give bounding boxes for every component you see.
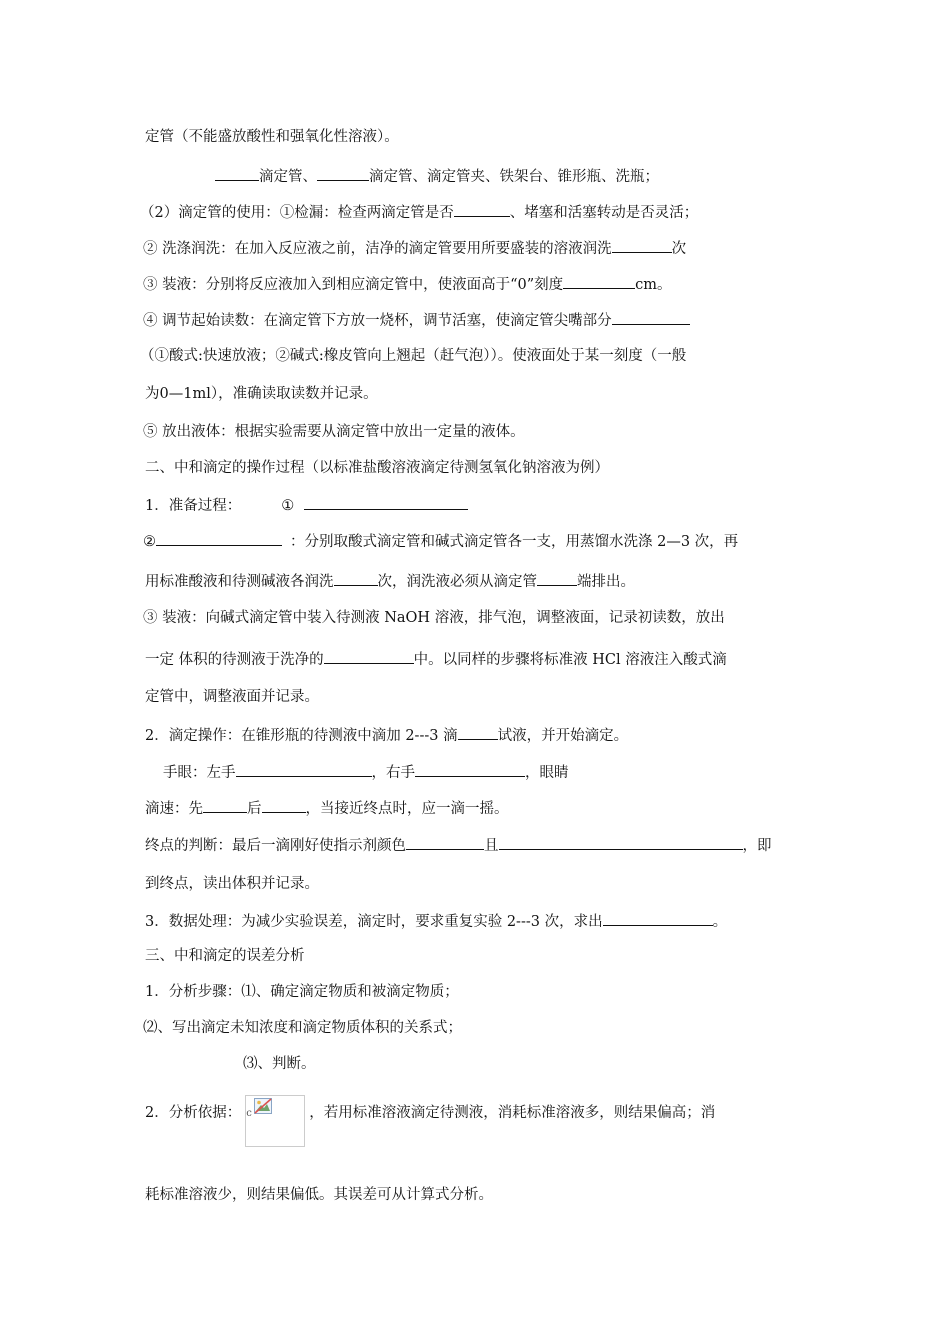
text: 定管中，调整液面并记录。: [145, 689, 319, 705]
blank: [612, 309, 690, 325]
text: ，当接近终点时，应一滴一摇。: [305, 801, 509, 817]
line-28: [145, 1185, 493, 1205]
text: 中。以同样的步骤将标准液 HCl 溶液注入酸式滴: [413, 652, 727, 668]
line-12: [143, 530, 738, 552]
text: 3．数据处理：为减少实验误差，滴定时，要求重复实验 2---3 次，求出: [145, 914, 603, 930]
broken-image-icon: [254, 1098, 272, 1114]
blank: [324, 648, 414, 664]
line-9: [143, 422, 525, 442]
text: 且: [484, 838, 499, 854]
line-26: [243, 1054, 316, 1074]
blank: [499, 834, 743, 850]
line-23: [145, 946, 305, 966]
text: 2．分析依据：: [145, 1105, 242, 1121]
line-19: [145, 797, 509, 819]
text: 用标准酸液和待测碱液各润洗: [145, 574, 334, 590]
text: ，眼睛: [525, 765, 569, 781]
text: （①酸式:快速放液；②碱式:橡皮管向上翘起（赶气泡））。使液面处于某一刻度（一般: [140, 348, 687, 364]
line-10: [145, 458, 609, 478]
line-27: [145, 1103, 715, 1147]
text: 1．分析步骤：⑴、确定滴定物质和被滴定物质；: [145, 984, 459, 1000]
text: 终点的判断：最后一滴刚好使指示剂颜色: [145, 838, 406, 854]
text: 到终点，读出体积并记录。: [145, 876, 319, 892]
text: ⑤ 放出液体：根据实验需要从滴定管中放出一定量的液体。: [143, 424, 525, 440]
line-6: [143, 309, 690, 331]
text: ⑶、判断。: [243, 1056, 316, 1072]
line-22: [145, 910, 727, 932]
line-11: [145, 494, 468, 516]
text: 次，润洗液必须从滴定管: [377, 574, 537, 590]
line-24: [145, 982, 459, 1002]
text: ，右手: [371, 765, 415, 781]
text: ，若用标准溶液滴定待测液，消耗标准溶液多，则结果偏高；消: [309, 1105, 716, 1121]
text: 端排出。: [577, 574, 635, 590]
text: cm。: [635, 277, 672, 293]
text: ② 洗涤润洗：在加入反应液之前，洁净的滴定管要用所要盛装的溶液润洗: [143, 241, 612, 257]
text: 一定 体积的待测液于洗净的: [145, 652, 324, 668]
blank: [612, 237, 672, 253]
text: 2．滴定操作：在锥形瓶的待测液中滴加 2---3 滴: [145, 728, 458, 744]
text: ②: [143, 534, 156, 550]
line-18: [163, 761, 569, 783]
line-5: [143, 273, 672, 295]
text: 定管（不能盛放酸性和强氧化性溶液）。: [145, 129, 399, 145]
blank: [156, 530, 282, 546]
blank: [458, 724, 498, 740]
line-1: [145, 127, 399, 147]
broken-image-placeholder: [245, 1095, 305, 1147]
text: 手眼：左手: [163, 765, 236, 781]
line-25: [143, 1018, 462, 1038]
blank: [203, 797, 247, 813]
line-17: [145, 724, 628, 746]
line-8: [145, 384, 378, 404]
text: ③ 装液：向碱式滴定管中装入待测液 NaOH 溶液，排气泡，调整液面，记录初读数，放出: [143, 610, 725, 626]
text: 次: [671, 241, 687, 257]
blank: [603, 910, 713, 926]
text: 滴速：先: [145, 801, 203, 817]
text: ：分别取酸式滴定管和碱式滴定管各一支，用蒸馏水洗涤 2—3 次，再: [290, 534, 739, 550]
text: 滴定管、滴定管夹、铁架台、锥形瓶、洗瓶；: [369, 169, 659, 185]
blank: [236, 761, 372, 777]
line-15: [145, 648, 727, 670]
text: 后: [247, 801, 262, 817]
blank: [406, 834, 484, 850]
blank: [334, 570, 378, 586]
blank: [415, 761, 525, 777]
text: ①: [281, 498, 295, 514]
blank: [454, 201, 510, 217]
line-2: [215, 165, 659, 187]
line-7: [140, 346, 686, 366]
blank: [215, 165, 259, 181]
section-heading: 二、中和滴定的操作过程（以标准盐酸溶液滴定待测氢氧化钠溶液为例）: [145, 460, 609, 476]
text: 1．准备过程：: [145, 498, 242, 514]
text: 试液，并开始滴定。: [497, 728, 629, 744]
blank: [304, 494, 468, 510]
text: ，即: [742, 838, 772, 854]
text: 滴定管、: [259, 169, 317, 185]
line-13: [145, 570, 635, 592]
text: 。: [712, 914, 728, 930]
text: 耗标准溶液少，则结果偏低。其误差可从计算式分析。: [145, 1187, 493, 1203]
text: ③ 装液：分别将反应液加入到相应滴定管中，使液面高于“0”刻度: [143, 277, 564, 293]
line-21: [145, 874, 319, 894]
text: 为0—1ml），准确读取读数并记录。: [145, 386, 378, 402]
blank: [563, 273, 635, 289]
line-4: [143, 237, 686, 259]
text: ④ 调节起始读数：在滴定管下方放一烧杯，调节活塞，使滴定管尖嘴部分: [143, 313, 612, 329]
blank: [537, 570, 577, 586]
text: ⑵、写出滴定未知浓度和滴定物质体积的关系式；: [143, 1020, 462, 1036]
blank: [262, 797, 306, 813]
line-20: [145, 834, 772, 856]
text: （2）滴定管的使用：①检漏：检查两滴定管是否: [140, 205, 454, 221]
text: 、堵塞和活塞转动是否灵活；: [509, 205, 699, 221]
blank: [317, 165, 369, 181]
line-16: [145, 687, 319, 707]
image-alt-text: c: [246, 1108, 252, 1119]
line-3: [140, 201, 698, 223]
line-14: [143, 608, 725, 628]
section-heading: 三、中和滴定的误差分析: [145, 948, 305, 964]
